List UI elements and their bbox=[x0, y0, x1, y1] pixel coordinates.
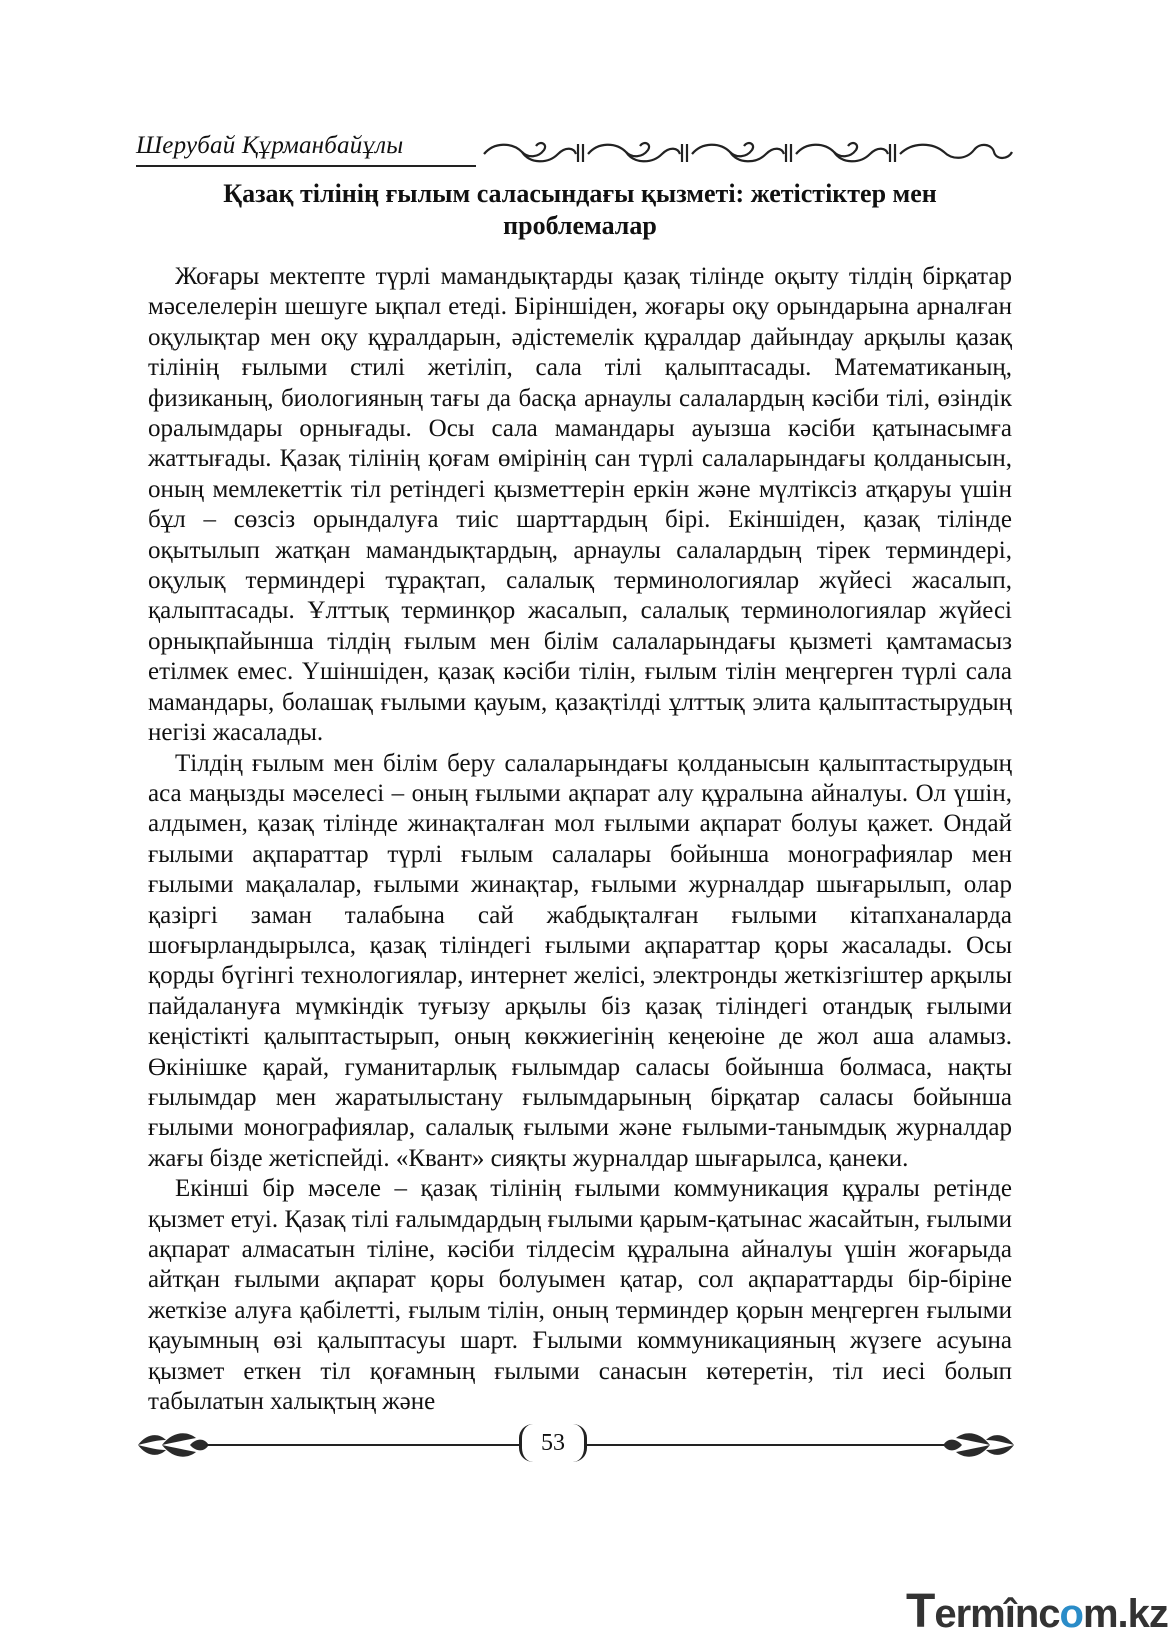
article-body bbox=[148, 262, 1012, 1417]
decorative-border-ornament bbox=[482, 138, 1016, 168]
site-watermark-logo bbox=[906, 1584, 1168, 1639]
paragraph: Тілдің ғылым мен білім беру салаларындағы қолданысын қалыптастырудың аса маңызды мәселесі – оның ғылыми ақпарат алу құралына айналуы. Ол үшін, алдымен, қазақ тілінде жинақталған мол ғылыми ақпарат болуы қажет. Ондай ғылыми ақпараттар түрлі ғылым салалары бойынша монографиялар мен ғылыми мақалалар, ғылыми жинақтар, ғылыми журналдар шығарылып, олар қазіргі заман талабына сай жабдықталған ғылыми кітапханаларда шоғырландырылса, қазақ тіліндегі ғылыми ақпараттар қоры жасалады. Осы қорды бүгінгі технологиялар, интернет желісі, электронды жеткізгіштер арқылы пайдалануға мүмкіндік туғызу арқылы біз қазақ тіліндегі отандық ғылыми кеңістікті қалыптастырып, оның көкжиегінің кеңеюіне де жол аша аламыз. Өкінішке қарай, гуманитарлық ғылымдар саласы бойынша болмаса, нақты ғылымдар мен жаратылыстану ғылымдарының бірқатар саласы бойынша ғылыми монографиялар, салалық ғылыми және ғылыми-танымдық журналдар жағы бізде жетіспейді. «Квант» сияқты журналдар шығарылса, қанеки. bbox=[148, 749, 1012, 1172]
footer-rule-left bbox=[206, 1444, 519, 1446]
page-number: 53 bbox=[519, 1424, 587, 1462]
page-footer bbox=[136, 1424, 1016, 1468]
running-header bbox=[136, 132, 1016, 172]
watermark-part2: m.kz bbox=[1082, 1592, 1168, 1636]
watermark-t: T bbox=[906, 1585, 935, 1638]
author-name: Шерубай Құрманбайұлы bbox=[136, 132, 404, 159]
left-leaf-ornament-icon bbox=[136, 1428, 208, 1462]
footer-rule-right bbox=[587, 1444, 947, 1446]
header-rule bbox=[136, 165, 476, 167]
article-title: Қазақ тілінің ғылым саласындағы қызметі: жетістіктер мен проблемалар bbox=[223, 179, 937, 240]
paragraph: Жоғары мектепте түрлі мамандықтарды қазақ тілінде оқыту тілдің бірқатар мәселелерін шешуге ықпал етеді. Біріншіден, жоғары оқу орындарына арналған оқулықтар мен оқу құралдарын, әдістемелік құралдар дайындау арқылы қазақ тілінің ғылыми стилі жетіліп, сала тілі қалыптасады. Математиканың, физиканың, биологияның тағы да басқа арнаулы салалардың кәсіби тілі, өзіндік оралымдары орнығады. Осы сала мамандары ауызша кәсіби қатынасымға жаттығады. Қазақ тілінің қоғам өмірінің сан түрлі салаларындағы қолданысын, оның мемлекеттік тіл ретіндегі қызметтерін еркін және мүлтіксіз атқаруы үшін бұл – сөзсіз орындалуға тиіс шарттардың бірі. Екіншіден, қазақ тілінде оқытылып жатқан мамандықтардың, арнаулы салалардың тірек терминдері, оқулық терминдері тұрақтап, салалық терминологиялар жүйесі жасалып, қалыптасады. Ұлттық терминқор жасалып, салалық терминологиялар жүйесі орнықпайынша тілдің ғылым мен білім салаларындағы қызметі қамтамасыз етілмек емес. Үшіншіден, қазақ кәсіби тілін, ғылым тілін меңгерген түрлі сала мамандары, болашақ ғылыми қауым, қазақтілді ұлттық элита қалыптастырудың негізі жасалады. bbox=[148, 263, 1012, 747]
paragraph: Екінші бір мәселе – қазақ тілінің ғылыми коммуникация құралы ретінде қызмет етуі. Қазақ тілі ғалымдардың ғылыми қарым-қатынас жасайтын, ғылыми ақпарат алмасатын тіліне, кәсіби тілдесім құралына айналуы үшін жоғарыда айтқан ғылыми ақпарат қоры болуымен қатар, сол ақпараттарды бір-біріне жеткізе алуға қабілетті, ғылым тілін, оның терминдер қорын меңгерген ғылыми қауымның өзі қалыптасуы шарт. Ғылыми коммуникацияның жүзеге асуына қызмет еткен тіл қоғамның ғылыми санасын көтеретін, тіл иесі болып табылатын халықтың және bbox=[148, 1175, 1012, 1416]
right-leaf-ornament-icon bbox=[944, 1428, 1016, 1462]
watermark-part1: ermînc bbox=[934, 1592, 1060, 1636]
watermark-o: o bbox=[1059, 1592, 1083, 1636]
